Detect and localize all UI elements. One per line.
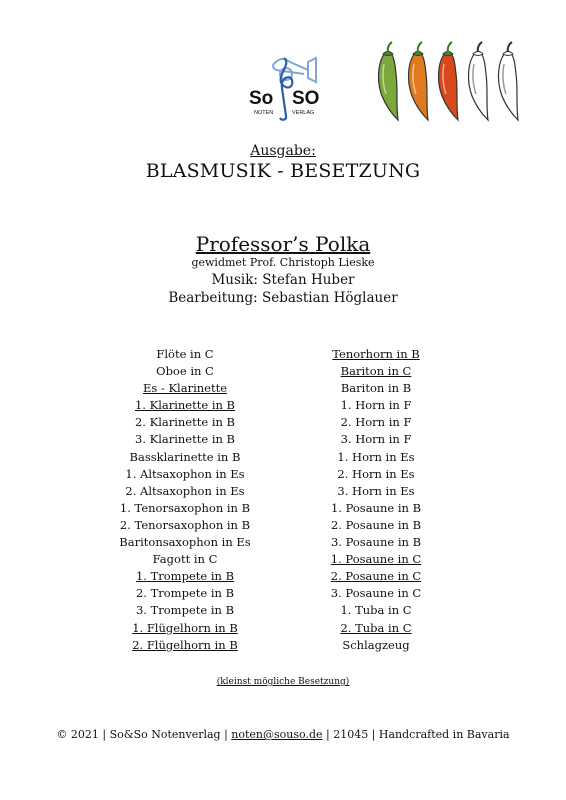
brand-right: SO [292, 88, 320, 109]
instrument-item: 1. Horn in Es [337, 449, 415, 464]
instrument-item: Schlagzeug [342, 637, 410, 652]
instrument-item: 2. Tenorsaxophon in B [119, 517, 251, 532]
instrument-item: 3. Posaune in C [330, 586, 422, 601]
instrument-item: 2. Posaune in B [330, 517, 422, 532]
instrument-item: Bariton in B [340, 381, 412, 396]
instrument-item[interactable]: Es - Klarinette [142, 381, 228, 396]
footer-left: © 2021 | So&So Notenverlag | [56, 728, 232, 741]
instrument-item: 3. Klarinette in B [134, 432, 236, 447]
instrument-item: Baritonsaxophon in Es [119, 535, 251, 550]
chili-icon [409, 42, 428, 120]
instrument-item: 3. Horn in Es [337, 483, 415, 498]
instrument-item[interactable]: Tenorhorn in B [332, 347, 420, 361]
instrument-item[interactable]: 1. Klarinette in B [134, 398, 236, 413]
edition-label: Ausgabe: [250, 143, 316, 159]
instrument-item: 3. Posaune in B [330, 535, 422, 550]
instrument-item[interactable]: 2. Tuba in C [340, 620, 412, 635]
instrument-item: 1. Posaune in B [330, 500, 422, 515]
instrument-item[interactable]: 2. Posaune in C [330, 569, 422, 584]
instrument-item: 3. Trompete in B [135, 603, 235, 618]
instrument-item: 2. Klarinette in B [134, 415, 236, 430]
brand-left: So [249, 88, 274, 109]
instrument-item[interactable]: 1. Trompete in B [135, 569, 235, 584]
instrument-item: Bassklarinette in B [129, 449, 241, 464]
chili-icon [439, 42, 458, 120]
instrument-item[interactable]: Bariton in C [340, 364, 412, 379]
composer: Musik: Stefan Huber [211, 272, 355, 288]
instrument-item: 1. Horn in F [340, 398, 412, 413]
instrument-item[interactable]: 2. Flügelhorn in B [132, 637, 238, 652]
minimal-ensemble-note: (kleinst mögliche Besetzung) [216, 677, 350, 687]
instrument-item: 3. Horn in F [340, 432, 412, 447]
instrument-item[interactable]: 1. Posaune in C [330, 552, 422, 567]
instrument-item: 1. Tuba in C [340, 603, 412, 618]
instrument-item[interactable]: 1. Flügelhorn in B [132, 620, 238, 635]
difficulty-chili-rating [368, 40, 528, 122]
instrument-item: 2. Altsaxophon in Es [125, 483, 245, 498]
instrument-item: Flöte in C [156, 347, 214, 361]
instrument-item: Fagott in C [152, 552, 218, 567]
piece-title: Professor’s Polka [195, 232, 371, 256]
chili-icon [379, 42, 398, 120]
footer [0, 728, 566, 741]
instrument-list-right [276, 346, 476, 654]
instrument-item: 1. Tenorsaxophon in B [119, 500, 251, 515]
footer-right: | 21045 | Handcrafted in Bavaria [322, 728, 510, 741]
dedication: gewidmet Prof. Christoph Lieske [191, 256, 375, 269]
arranger: Bearbeitung: Sebastian Höglauer [168, 290, 398, 306]
logo-subtitle-right: VERLAG [292, 110, 315, 116]
instrument-item: Oboe in C [156, 364, 214, 379]
instrument-list-left [85, 346, 285, 654]
instrument-item: 2. Trompete in B [135, 586, 235, 601]
instrument-item: 2. Horn in F [340, 415, 412, 430]
trumpet-treble-clef-logo-icon [246, 52, 322, 122]
instrument-item: 2. Horn in Es [337, 466, 415, 481]
instrument-item: 1. Altsaxophon in Es [125, 466, 245, 481]
logo-subtitle-left: NOTEN [254, 110, 274, 116]
chili-icon [469, 42, 488, 120]
chili-icon [499, 42, 518, 120]
footer-email-link[interactable]: noten@souso.de [231, 728, 323, 741]
edition-title: BLASMUSIK - BESETZUNG [145, 160, 421, 182]
